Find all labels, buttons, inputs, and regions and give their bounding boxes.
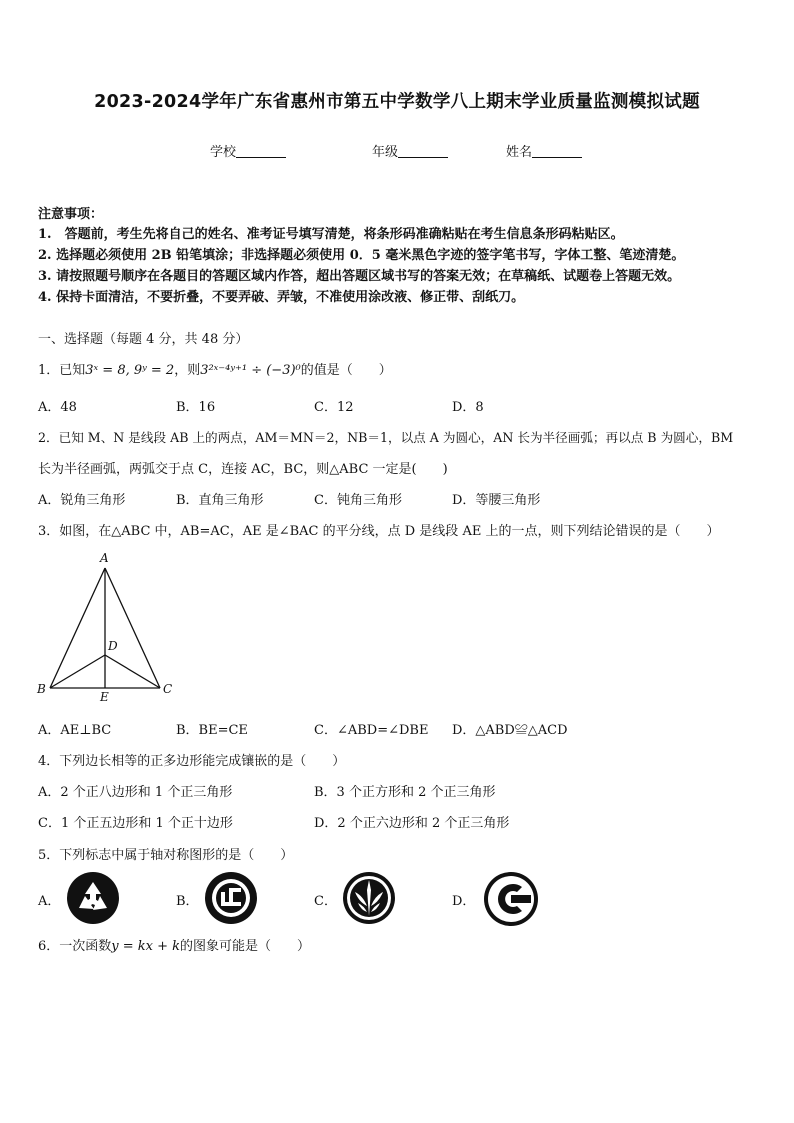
q2-line-1: 2．已知 M、N 是线段 AB 上的两点，AM＝MN＝2，NB＝1，以点 A 为圆心，AN 长为半径画弧；再以点 B 为圆心，BM	[38, 430, 734, 445]
q4-option-a: A．2 个正八边形和 1 个正三角形	[38, 785, 233, 800]
q1-option-d: D．8	[452, 400, 484, 415]
q5-option-b: B．	[176, 894, 199, 909]
q5-option-a: A．	[38, 894, 61, 909]
notice-item: 4. 保持卡面清洁，不要折叠，不要弄破、弄皱，不准使用涂改液、修正带、刮纸刀。	[38, 290, 525, 305]
triangle-figure	[30, 548, 190, 708]
c-mark-logo-icon	[481, 870, 541, 928]
q2-option-c: C．钝角三角形	[314, 493, 402, 508]
q3-option-a: A．AE⊥BC	[38, 723, 112, 738]
q4-option-d: D．2 个正六边形和 2 个正三角形	[314, 816, 510, 831]
question-3: 3．如图，在△ABC 中，AB=AC，AE 是∠BAC 的平分线，点 D 是线段 AE 上的一点，则下列结论错误的是（ ）	[38, 524, 720, 539]
name-blank	[532, 145, 582, 158]
name-label: 姓名	[506, 145, 533, 160]
section-heading: 一、选择题（每题 4 分，共 48 分）	[38, 332, 249, 347]
side-ab	[50, 568, 105, 688]
label-c: C	[163, 682, 173, 696]
q6-prefix: 6．一次函数	[38, 939, 112, 954]
question-4: 4．下列边长相等的正多边形能完成镶嵌的是（ ）	[38, 754, 346, 769]
page-title: 2023-2024学年广东省惠州市第五中学数学八上期末学业质量监测模拟试题	[94, 92, 700, 112]
question-6	[38, 935, 310, 954]
notice-heading: 注意事项：	[38, 207, 104, 222]
q2-option-b: B．直角三角形	[176, 493, 264, 508]
school-label: 学校	[210, 145, 237, 160]
q1-mid: ，则	[174, 363, 201, 378]
q1-option-a: A．48	[38, 400, 77, 415]
label-a: A	[100, 551, 109, 565]
q2-option-a: A．锐角三角形	[38, 493, 126, 508]
grade-blank	[398, 145, 448, 158]
grade-label: 年级	[372, 145, 399, 160]
name-field	[506, 141, 582, 160]
q6-suffix: 的图象可能是（ ）	[180, 939, 311, 954]
q5-option-c: C．	[314, 894, 337, 909]
question-5: 5．下列标志中属于轴对称图形的是（ ）	[38, 848, 294, 863]
notice-item: 3. 请按照题号顺序在各题目的答题区域内作答，超出答题区域书写的答案无效；在草稿纸、试题卷上答题无效。	[38, 269, 681, 284]
recycle-logo-icon	[65, 870, 121, 926]
q5-option-d: D．	[452, 894, 476, 909]
q4-option-b: B．3 个正方形和 2 个正三角形	[314, 785, 496, 800]
q1-suffix: 的值是（ ）	[300, 363, 392, 378]
q6-expression: y = kx + k	[111, 939, 181, 954]
bank-logo-icon	[203, 870, 259, 926]
label-d: D	[108, 639, 118, 653]
school-field	[210, 141, 286, 160]
label-b: B	[37, 682, 46, 696]
q3-option-b: B．BE=CE	[176, 723, 248, 738]
q1-prefix: 1．已知	[38, 363, 86, 378]
school-blank	[236, 145, 286, 158]
side-ac	[105, 568, 160, 688]
leaf-emblem-logo-icon	[341, 870, 397, 926]
q3-option-c: C．∠ABD=∠DBE	[314, 723, 429, 738]
grade-field	[372, 141, 448, 160]
q3-option-d: D．△ABD≌△ACD	[452, 723, 568, 738]
q1-expression: 3²ˣ⁻⁴ʸ⁺¹ ÷ (−3)⁰	[200, 363, 301, 378]
notice-item: 2. 选择题必须使用 2B 铅笔填涂；非选择题必须使用 0．5 毫米黑色字迹的签字笔书写，字体工整、笔迹清楚。	[38, 248, 685, 263]
q2-option-d: D．等腰三角形	[452, 493, 541, 508]
q1-condition: 3ˣ = 8, 9ʸ = 2	[85, 363, 175, 378]
q1-option-c: C．12	[314, 400, 354, 415]
q2-line-2: 长为半径画弧，两弧交于点 C，连接 AC，BC，则△ABC 一定是( )	[38, 462, 448, 477]
question-1	[38, 359, 392, 378]
label-e: E	[100, 690, 109, 704]
q4-option-c: C．1 个正五边形和 1 个正十边形	[38, 816, 233, 831]
q1-option-b: B．16	[176, 400, 216, 415]
notice-item: 1. 答题前，考生先将自己的姓名、准考证号填写清楚，将条形码准确粘贴在考生信息条形码粘贴区。	[38, 227, 624, 242]
